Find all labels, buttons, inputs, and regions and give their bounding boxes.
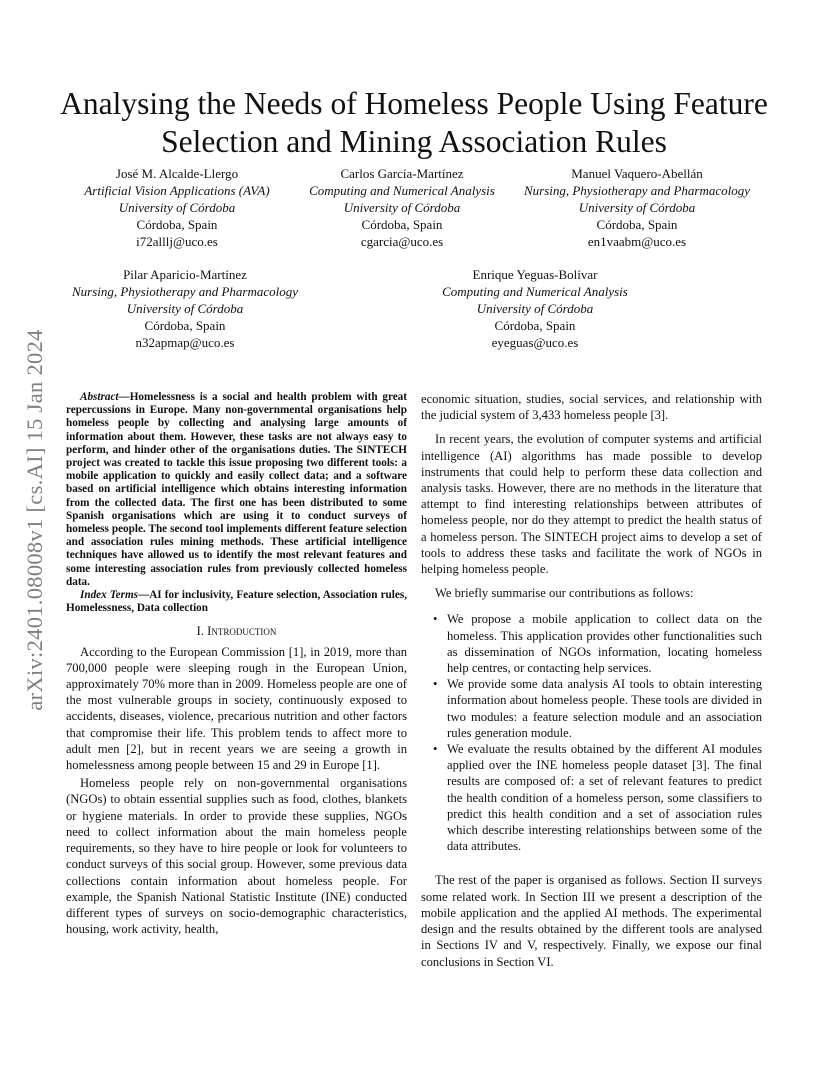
list-item	[421, 676, 762, 741]
list-item	[421, 611, 762, 676]
author-name: Enrique Yeguas-Bolívar	[472, 267, 598, 282]
author-email: en1vaabm@uco.es	[587, 234, 687, 249]
bullet-icon: •	[433, 612, 438, 627]
list-item-text: We provide some data analysis AI tools to obtain interesting information about homeless people. These tools are divided in two modules: a feature selection module and an association rules generation module.	[447, 677, 762, 740]
author-block-2	[292, 165, 512, 250]
author-university: University of Córdoba	[126, 301, 244, 316]
closing-paragraph: The rest of the paper is organised as follows. Section II surveys some related work. In Section III we present a description of the mobile application and the applied AI methods. The experimental design and the results obtained by the different tools are analysed in Sections IV and V, respectively. Finally, we expose our final conclusions in Section VI.	[421, 873, 762, 969]
index-terms-text: —AI for inclusivity, Feature selection, Association rules, Homelessness, Data collection	[66, 589, 407, 615]
author-block-3	[512, 165, 762, 250]
author-university: University of Córdoba	[343, 200, 461, 215]
author-affiliation: Artificial Vision Applications (AVA)	[84, 183, 270, 198]
bullet-icon: •	[433, 742, 438, 757]
contributions-intro: We briefly summarise our contributions as follows:	[435, 586, 694, 601]
list-item	[421, 741, 762, 854]
author-email: n32apmap@uco.es	[135, 335, 235, 350]
author-name: Manuel Vaquero-Abellán	[571, 166, 703, 181]
arxiv-stamp-text: arXiv:2401.08008v1 [cs.AI] 15 Jan 2024	[22, 329, 47, 711]
author-university: University of Córdoba	[476, 301, 594, 316]
contributions-list	[421, 611, 762, 854]
author-affiliation: Nursing, Physiotherapy and Pharmacology	[71, 284, 299, 299]
author-affiliation: Computing and Numerical Analysis	[309, 183, 495, 198]
author-affiliation: Computing and Numerical Analysis	[442, 284, 628, 299]
right-column	[421, 391, 762, 970]
author-university: University of Córdoba	[578, 200, 696, 215]
right-paragraph-2: In recent years, the evolution of computer systems and artificial intelligence (AI) algorithms has made possible to develop instruments that could help to perform these data collection and analysis tasks. However, there are no methods in the literature that attempt to find interesting relationships between attributes of homeless people, nor do they attempt to predict the health status of a homeless person. The SINTECH project aims to develop a set of tools to address these tasks and facilitate the work of NGOs in helping homeless people.	[421, 432, 762, 577]
author-block-5	[420, 266, 650, 351]
author-name: Pilar Aparicio-Martínez	[123, 267, 247, 282]
author-email: i72alllj@uco.es	[136, 234, 218, 249]
author-block-4	[55, 266, 315, 351]
intro-paragraph-1: According to the European Commission [1], in 2019, more than 700,000 people were sleeping rough in the European Union, approximately 70% more than in 2009. Homeless people are one of the most vulnerable groups in society, continuously exposed to accidents, diseases, violence, precarious nutrition and other factors that compromise their life. This problem tends to affect more to adult men [2], but in recent years we are seeing a growth in homelessness among people between 15 and 29 in Europe [1].	[66, 644, 407, 773]
author-email: eyeguas@uco.es	[491, 335, 579, 350]
author-affiliation: Nursing, Physiotherapy and Pharmacology	[523, 183, 751, 198]
arxiv-stamp	[20, 300, 50, 740]
author-city: Córdoba, Spain	[494, 318, 576, 333]
author-city: Córdoba, Spain	[144, 318, 226, 333]
abstract	[66, 391, 407, 589]
abstract-label: Abstract	[80, 391, 119, 403]
index-terms	[66, 589, 407, 615]
abstract-text: —Homelessness is a social and health problem with great repercussions in Europe. Many non-governmental organisations help homeless people by collecting and analysing large amounts of information about them. However, these tasks are not always easy to perform, and hinder other of the organisations duties. The SINTECH project was created to tackle this issue proposing two different tools: a mobile application to quickly and easily collect data; and a software based on artificial intelligence which obtains interesting information from the collected data. The first one has been distributed to some Spanish organisations which are using it to conduct surveys of homeless people. The second tool implements different feature selection and association rules mining methods. These artificial intelligence techniques have allowed us to identify the most relevant features and some interesting association rules from previously collected homeless data.	[66, 391, 407, 588]
author-name: Carlos García-Martínez	[340, 166, 464, 181]
intro-paragraph-2: Homeless people rely on non-governmental organisations (NGOs) to obtain essential supplies such as food, clothes, blankets or hygiene materials. In order to provide these supplies, NGOs need to collect information about the main homeless people requirements, so they have to hire people or look for volunteers to conduct surveys of this social group. However, some previous data collections contain information about homeless people. For example, the Spanish National Statistic Institute (INE) conducted different types of surveys on socio-demographic characteristics, housing, work activity, health,	[66, 776, 407, 937]
right-paragraph-continuation: economic situation, studies, social services, and relationship with the judicial system of 3,433 homeless people [3].	[421, 392, 762, 423]
author-city: Córdoba, Spain	[596, 217, 678, 232]
section-heading-introduction: I. Introduction	[196, 624, 277, 639]
author-email: cgarcia@uco.es	[360, 234, 444, 249]
author-city: Córdoba, Spain	[361, 217, 443, 232]
list-item-text: We propose a mobile application to collect data on the homeless. This application provides other functionalities such as dissemination of NGOs information, locating homeless help centres, or contacting help services.	[447, 612, 762, 676]
left-column	[66, 391, 407, 937]
author-university: University of Córdoba	[118, 200, 236, 215]
index-terms-label: Index Terms	[80, 589, 139, 602]
author-name: José M. Alcalde-Llergo	[115, 166, 239, 181]
author-city: Córdoba, Spain	[136, 217, 218, 232]
paper-title: Analysing the Needs of Homeless People Using Feature Selection and Mining Association Rules	[60, 86, 768, 160]
list-item-text: We evaluate the results obtained by the different AI modules applied over the INE homeless people dataset [3]. The final results are composed of: a set of relevant features to predict the health condition of a homeless person, some classifiers to predict this health condition and a set of association rules which describe interesting relationships between some of the data attributes.	[447, 742, 762, 854]
author-block-1	[62, 165, 292, 250]
bullet-icon: •	[433, 677, 438, 692]
